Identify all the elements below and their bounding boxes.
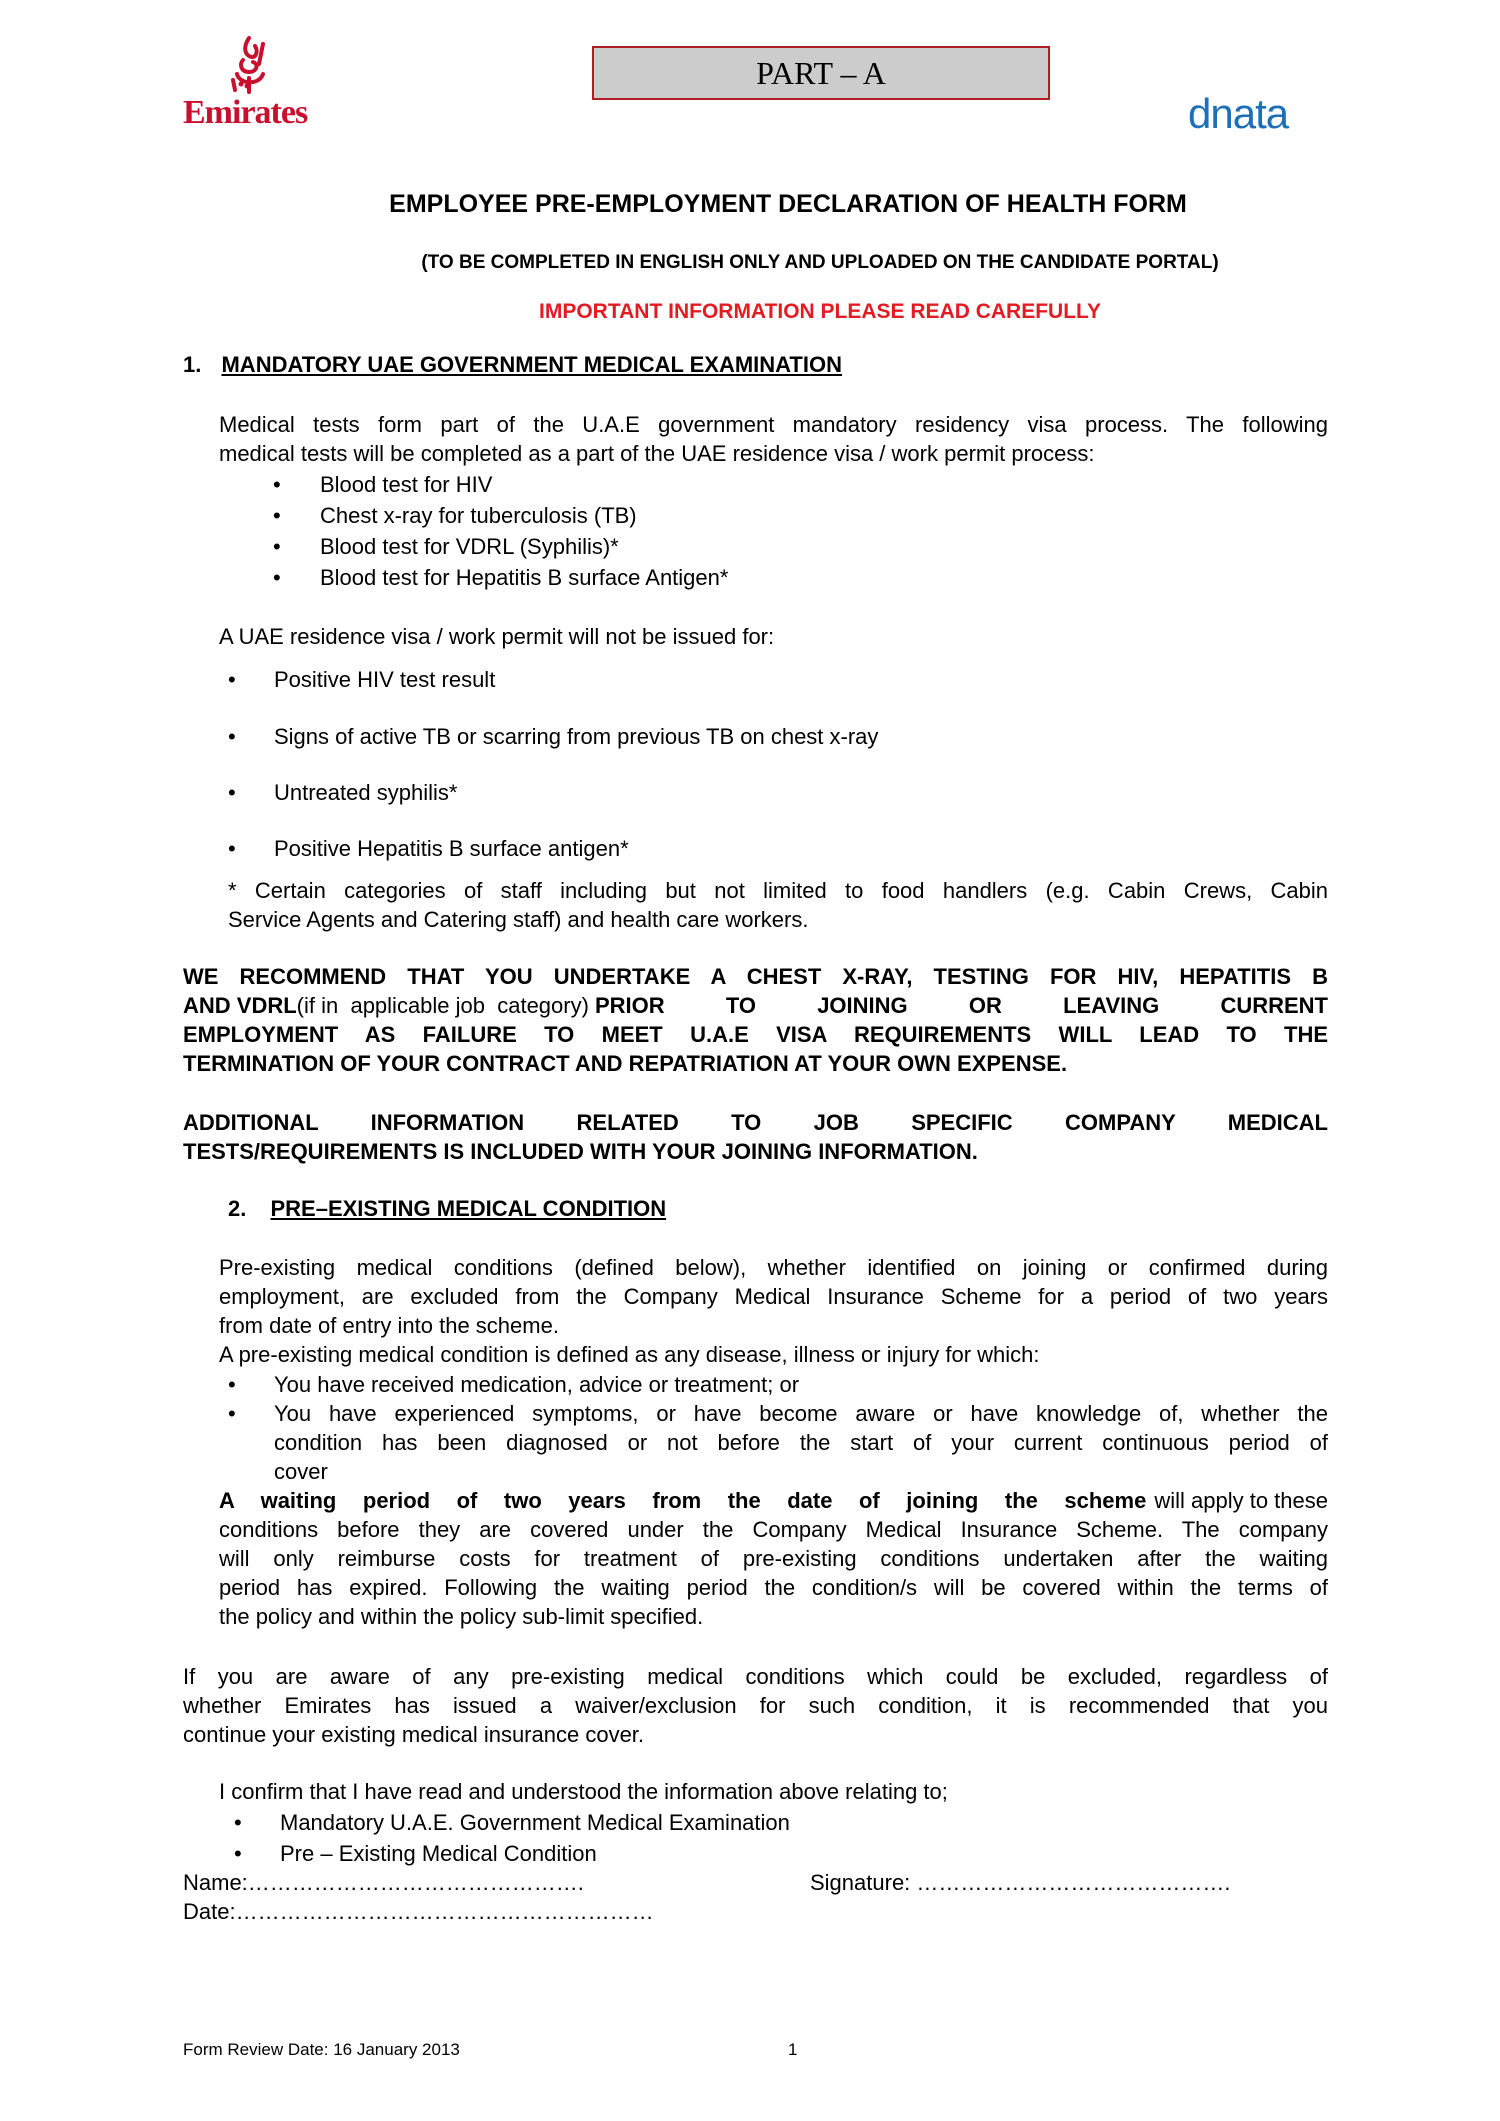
emirates-logo: [183, 34, 318, 134]
bullet-icon: •: [228, 724, 236, 749]
bullet-icon: •: [228, 780, 236, 805]
form-review-date: Form Review Date: 16 January 2013: [183, 2040, 460, 2059]
bullet-icon: •: [228, 836, 236, 861]
name-field[interactable]: [183, 1868, 584, 1897]
name-input-line[interactable]: ……………………………………….: [247, 1870, 584, 1895]
bullet-icon: •: [234, 1810, 242, 1835]
date-label: Date:: [183, 1899, 236, 1924]
dnata-wordmark: dnata: [1188, 90, 1289, 137]
bullet-icon: •: [234, 1841, 242, 1866]
important-notice: IMPORTANT INFORMATION PLEASE READ CAREFULLY: [539, 300, 1101, 323]
bullet-icon: •: [228, 1401, 236, 1426]
recommendation-notice: WE RECOMMEND THAT YOU UNDERTAKE A CHEST X-RAY, TESTING FOR HIV, HEPATITIS B AND VDRL (if in applicable job category) PRIOR TO JOINING OR LEAVING CURRENT EMPLOYMENT AS FAILURE TO MEET U.A.E VISA REQUIREMENTS WILL LEAD TO THE TERMINATION OF YOUR CONTRACT AND REPATRIATION AT YOUR OWN EXPENSE.: [183, 964, 1328, 1076]
bullet-icon: •: [273, 565, 281, 590]
bullet-icon: •: [273, 534, 281, 559]
bullet-icon: •: [228, 1372, 236, 1397]
definition-text: A pre-existing medical condition is defined as any disease, illness or injury for which:: [219, 1342, 1040, 1367]
dnata-logo: [1188, 90, 1288, 138]
waiting-period-paragraph: A waiting period of two years from the date of joining the scheme will apply to these conditions before they are covered under the Company Medical Insurance Scheme. The company will only reimburse costs for treatment of pre-existing conditions undertaken after the waiting period has expired. Following the waiting period the condition/s will be covered within the terms of the policy and within the policy sub-limit specified.: [219, 1488, 1328, 1629]
page-number: 1: [788, 2040, 798, 2059]
signature-input-line[interactable]: …………………………………….: [916, 1870, 1231, 1895]
emirates-wordmark: Emirates: [183, 94, 308, 131]
emirates-calligraphy-icon: [219, 34, 279, 96]
date-input-line[interactable]: …………………………………………………: [235, 1899, 654, 1924]
bullet-icon: •: [273, 472, 281, 497]
section2-title: PRE–EXISTING MEDICAL CONDITION: [270, 1196, 667, 1221]
date-field[interactable]: [183, 1897, 654, 1926]
not-issued-intro: A UAE residence visa / work permit will not be issued for:: [219, 624, 775, 649]
existing-cover-paragraph: If you are aware of any pre-existing medical conditions which could be excluded, regardless of whether Emirates has issued a waiver/exclusion for such condition, it is recommended that you continue your existing medical insurance cover.: [183, 1664, 1328, 1747]
form-subtitle: (TO BE COMPLETED IN ENGLISH ONLY AND UPLOADED ON THE CANDIDATE PORTAL): [421, 252, 1219, 273]
bullet-icon: •: [228, 667, 236, 692]
section2-number: 2.: [228, 1196, 247, 1221]
section1-intro-line: Medical tests form part of the U.A.E government mandatory residency visa process. The following: [219, 412, 1328, 437]
part-label: PART – A: [592, 46, 1050, 100]
additional-info-notice: ADDITIONAL INFORMATION RELATED TO JOB SPECIFIC COMPANY MEDICAL TESTS/REQUIREMENTS IS INCLUDED WITH YOUR JOINING INFORMATION.: [183, 1110, 1328, 1164]
section1-number: 1.: [183, 352, 202, 377]
signature-label: Signature:: [810, 1870, 911, 1895]
form-title: EMPLOYEE PRE-EMPLOYMENT DECLARATION OF HEALTH FORM: [389, 190, 1187, 218]
section1-intro-line: medical tests will be completed as a part of the UAE residence visa / work permit process:: [219, 441, 1095, 466]
footnote: * Certain categories of staff including but not limited to food handlers (e.g. Cabin Crews, Cabin Service Agents and Catering staff) and health care workers.: [228, 878, 1328, 932]
section2-intro: Pre-existing medical conditions (defined below), whether identified on joining or confirmed during employment, are excluded from the Company Medical Insurance Scheme for a period of two years from date of entry into the scheme. A pre-existing medical condition is defined as any disease, illness or injury for which:: [219, 1255, 1328, 1367]
section1-title: MANDATORY UAE GOVERNMENT MEDICAL EXAMINATION: [221, 352, 842, 377]
section2-heading: [228, 1196, 666, 1222]
confirmation-intro: I confirm that I have read and understood the information above relating to;: [219, 1779, 948, 1804]
section1-intro: [219, 410, 1328, 468]
section1-heading: [183, 352, 842, 378]
signature-field[interactable]: [810, 1868, 1231, 1897]
name-label: Name:: [183, 1870, 248, 1895]
bullet-icon: •: [273, 503, 281, 528]
